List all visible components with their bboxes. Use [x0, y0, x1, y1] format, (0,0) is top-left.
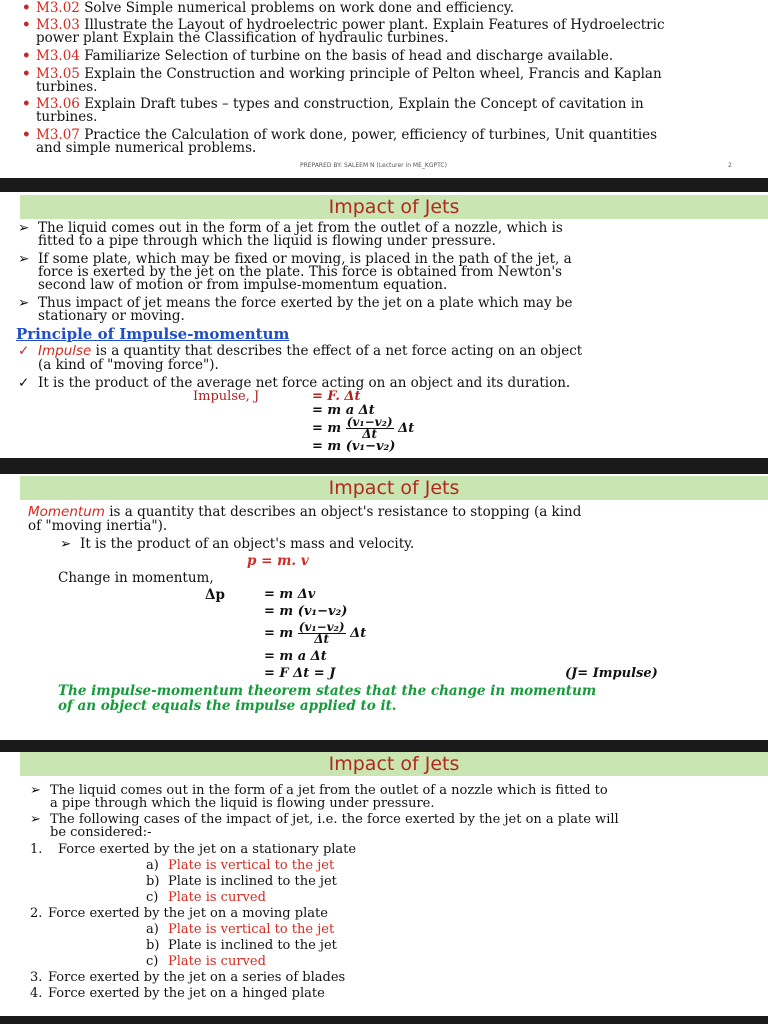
case-number: 2. — [30, 906, 43, 921]
sub-item-label: a) — [146, 858, 159, 873]
bullet-text: second law of motion or from impulse-momentum equation. — [38, 277, 448, 293]
fraction: $\frac{\text{(v₁−v₂)}}{\Delta t}$ — [298, 620, 345, 646]
sub-item-text: Plate is inclined to the jet — [168, 874, 337, 889]
arrow-bullet-icon: ➢ — [18, 220, 30, 236]
case-text: Force exerted by the jet on a stationary plate — [58, 842, 357, 857]
theorem-statement: The impulse-momentum theorem states that the change in momentum — [58, 683, 597, 699]
equation-line: = m (v₁−v₂) — [312, 439, 396, 454]
arrow-bullet-icon: ➢ — [30, 812, 41, 827]
sub-item-label: c) — [146, 890, 159, 905]
equation-fraction-line: = m $\frac{\text{(v₁−v₂)}}{\Delta t}$ Δt — [312, 415, 415, 441]
fraction: $\frac{\text{(v₁−v₂)}}{\Delta t}$ — [346, 415, 393, 441]
outcome-line: and simple numerical problems. — [36, 140, 257, 156]
slide-outcomes — [0, 0, 768, 178]
slide-separator — [0, 178, 768, 192]
bullet-icon: • — [22, 0, 31, 16]
impulse-note: (J= Impulse) — [565, 666, 658, 681]
change-label: Change in momentum, — [58, 570, 214, 586]
outcome-line: M3.06 Explain Draft tubes – types and construction, Explain the Concept of cavitation in — [36, 96, 644, 112]
bullet-icon: • — [22, 17, 31, 33]
case-number: 3. — [30, 970, 43, 985]
sub-item-label: b) — [146, 938, 160, 953]
equation-line: = m (v₁−v₂) — [264, 604, 348, 619]
outcome-line: M3.05 Explain the Construction and working principle of Pelton wheel, Francis and Kaplan — [36, 66, 662, 82]
slide-title: Impact of Jets — [20, 752, 768, 776]
bullet-icon: • — [22, 127, 31, 143]
outcome-line: M3.03 Illustrate the Layout of hydroelectric power plant. Explain Features of Hydroelectric — [36, 17, 665, 33]
bullet-text: Thus impact of jet means the force exerted by the jet on a plate which may be — [38, 295, 573, 311]
slide-separator — [0, 458, 768, 474]
theorem-statement: of an object equals the impulse applied to it. — [58, 698, 397, 714]
check-icon: ✓ — [18, 343, 30, 359]
outcome-line: M3.02 Solve Simple numerical problems on work done and efficiency. — [36, 0, 515, 16]
check-icon: ✓ — [18, 375, 30, 391]
bullet-icon: • — [22, 96, 31, 112]
momentum-definition-line2: of "moving inertia"). — [28, 518, 168, 534]
slide-separator — [0, 1016, 768, 1024]
bullet-text: fitted to a pipe through which the liquid is flowing under pressure. — [38, 233, 496, 249]
bullet-text: The following cases of the impact of jet, i.e. the force exerted by the jet on a plate will — [50, 812, 619, 827]
case-text: Force exerted by the jet on a hinged plate — [48, 986, 325, 1001]
bullet-icon: • — [22, 66, 31, 82]
case-text: Force exerted by the jet on a series of blades — [48, 970, 346, 985]
momentum-definition: Momentum is a quantity that describes an object's resistance to stopping (a kind — [28, 504, 582, 520]
section-heading: Principle of Impulse-momentum — [16, 325, 290, 343]
equation-fraction-line: = m $\frac{\text{(v₁−v₂)}}{\Delta t}$ Δt — [264, 620, 367, 646]
outcome-line: power plant Explain the Classification of hydraulic turbines. — [36, 30, 449, 46]
outcome-line: turbines. — [36, 79, 98, 95]
sub-item-label: b) — [146, 874, 160, 889]
arrow-bullet-icon: ➢ — [18, 295, 30, 311]
sub-item-label: c) — [146, 954, 159, 969]
outcome-line: turbines. — [36, 109, 98, 125]
equation-line: = F Δt = J — [264, 666, 336, 681]
sub-item-text: Plate is inclined to the jet — [168, 938, 337, 953]
sub-item-text: Plate is vertical to the jet — [168, 858, 335, 873]
impulse-definition-line2: (a kind of "moving force"). — [38, 357, 219, 373]
slide-separator — [0, 740, 768, 752]
bullet-text: force is exerted by the jet on the plate. This force is obtained from Newton's — [38, 264, 563, 280]
delta-p-label: Δp — [205, 587, 225, 603]
case-number: 4. — [30, 986, 43, 1001]
outcome-line: M3.04 Familiarize Selection of turbine on the basis of head and discharge available. — [36, 48, 614, 64]
sub-item-label: a) — [146, 922, 159, 937]
equation-line: = m a Δt — [312, 403, 375, 418]
equation-line: = m Δv — [264, 587, 316, 602]
arrow-bullet-icon: ➢ — [18, 251, 30, 267]
slide-cases — [0, 752, 768, 1016]
equation-line: = F. Δt — [312, 389, 361, 404]
bullet-text: The liquid comes out in the form of a jet from the outlet of a nozzle which is fitted to — [50, 783, 608, 798]
slide-footer: PREPARED BY: SALEEM N (Lecturer in ME_KGPTC) — [300, 162, 447, 169]
bullet-text: be considered:- — [50, 825, 152, 840]
slide-title: Impact of Jets — [20, 476, 768, 500]
bullet-icon: • — [22, 48, 31, 64]
arrow-bullet-icon: ➢ — [60, 536, 72, 552]
bullet-text: If some plate, which may be fixed or moving, is placed in the path of the jet, a — [38, 251, 572, 267]
slide-title: Impact of Jets — [20, 195, 768, 219]
case-number: 1. — [30, 842, 43, 857]
page-number: 2 — [728, 162, 732, 169]
sub-item-text: Plate is curved — [168, 954, 266, 969]
bullet-text: a pipe through which the liquid is flowing under pressure. — [50, 796, 435, 811]
momentum-equation: p = m. v — [247, 553, 309, 569]
equation-label: Impulse, J — [193, 389, 260, 404]
bullet-text: stationary or moving. — [38, 308, 185, 324]
equation-line: = m a Δt — [264, 649, 327, 664]
impulse-definition: Impulse is a quantity that describes the effect of a net force acting on an object — [38, 343, 583, 359]
sub-item-text: Plate is curved — [168, 890, 266, 905]
bullet-text: The liquid comes out in the form of a jet from the outlet of a nozzle, which is — [38, 220, 563, 236]
case-text: Force exerted by the jet on a moving plate — [48, 906, 328, 921]
outcome-line: M3.07 Practice the Calculation of work done, power, efficiency of turbines, Unit quantities — [36, 127, 658, 143]
slide-impulse — [0, 192, 768, 458]
slide-momentum — [0, 474, 768, 740]
arrow-bullet-icon: ➢ — [30, 783, 41, 798]
product-line: It is the product of the average net force acting on an object and its duration. — [38, 375, 571, 391]
product-line: It is the product of an object's mass and velocity. — [80, 536, 415, 552]
sub-item-text: Plate is vertical to the jet — [168, 922, 335, 937]
